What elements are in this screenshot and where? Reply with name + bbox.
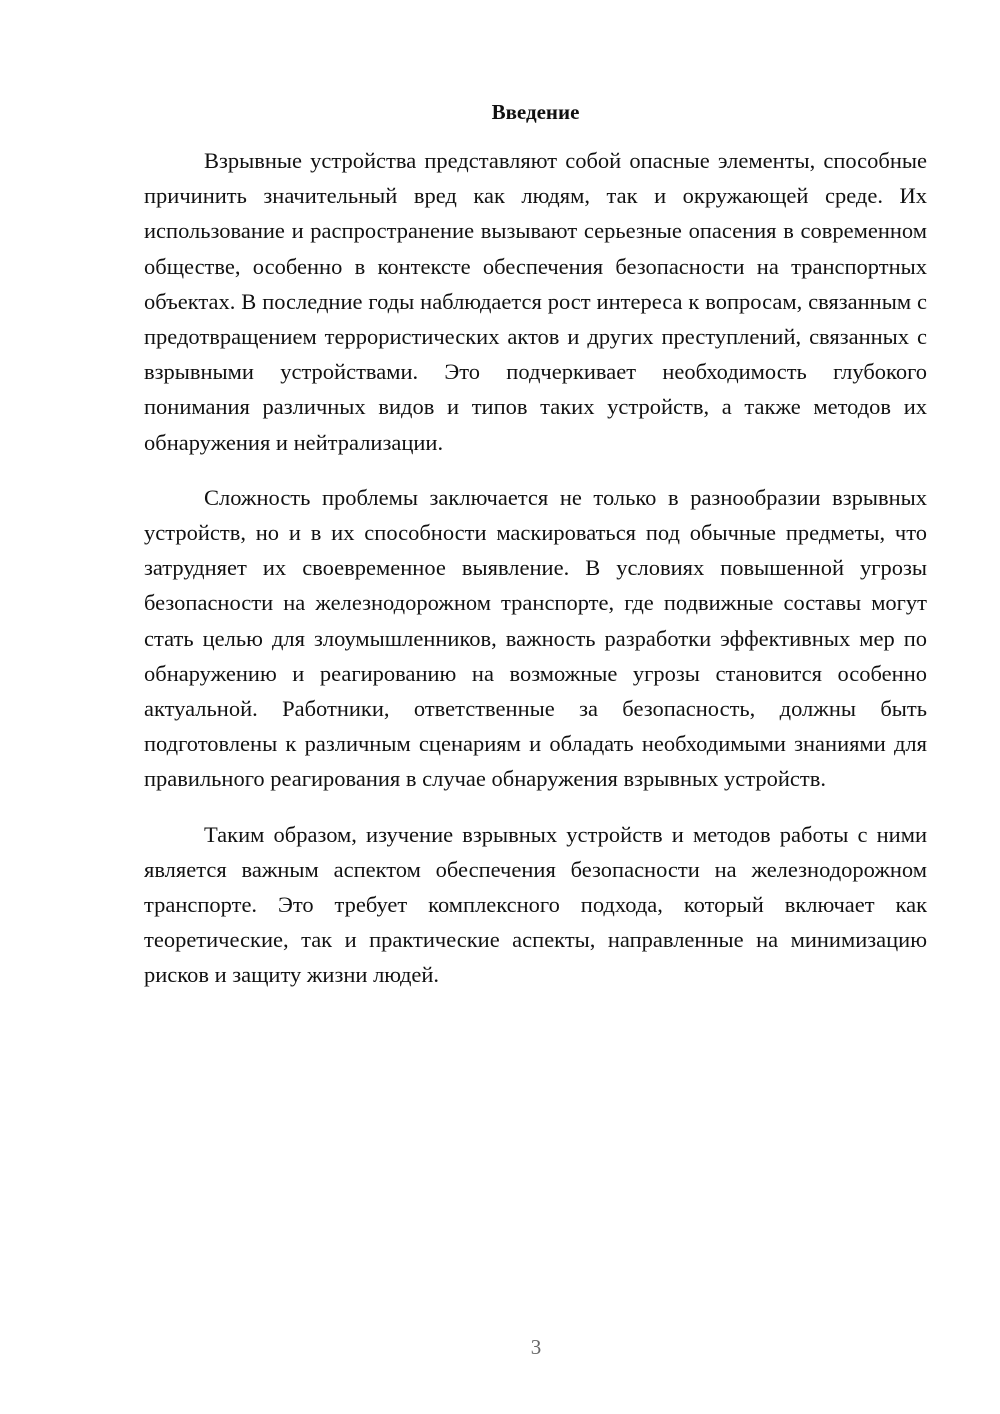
paragraph-1: Взрывные устройства представляют собой опасные элементы, способные причинить значительный вред как людям, так и окружающей среде. Их использование и распространение вызывают серьезные опасения в современном обществе, особенно в контексте обеспечения безопасности на транспортных объектах. В последние годы наблюдается рост интереса к вопросам, связанным с предотвращением террористических актов и других преступлений, связанных с взрывными устройствами. Это подчеркивает необходимость глубокого понимания различных видов и типов таких устройств, а также методов их обнаружения и нейтрализации. <box>144 148 927 455</box>
paragraph-3: Таким образом, изучение взрывных устройств и методов работы с ними является важным аспектом обеспечения безопасности на железнодорожном транспорте. Это требует комплексного подхода, который включает как теоретические, так и практические аспекты, направленные на минимизацию рисков и защиту жизни людей. <box>144 821 927 988</box>
body-text <box>144 143 927 1013</box>
section-title: Введение <box>491 100 580 124</box>
page-number: 3 <box>530 1335 542 1359</box>
paragraph-2: Сложность проблемы заключается не только в разнообразии взрывных устройств, но и в их способности маскироваться под обычные предметы, что затрудняет их своевременное выявление. В условиях повышенной угрозы безопасности на железнодорожном транспорте, где подвижные составы могут стать целью для злоумышленников, важность разработки эффективных мер по обнаружению и реагированию на возможные угрозы становится особенно актуальной. Работники, ответственные за безопасность, должны быть подготовлены к различным сценариям и обладать необходимыми знаниями для правильного реагирования в случае обнаружения взрывных устройств. <box>144 484 927 792</box>
